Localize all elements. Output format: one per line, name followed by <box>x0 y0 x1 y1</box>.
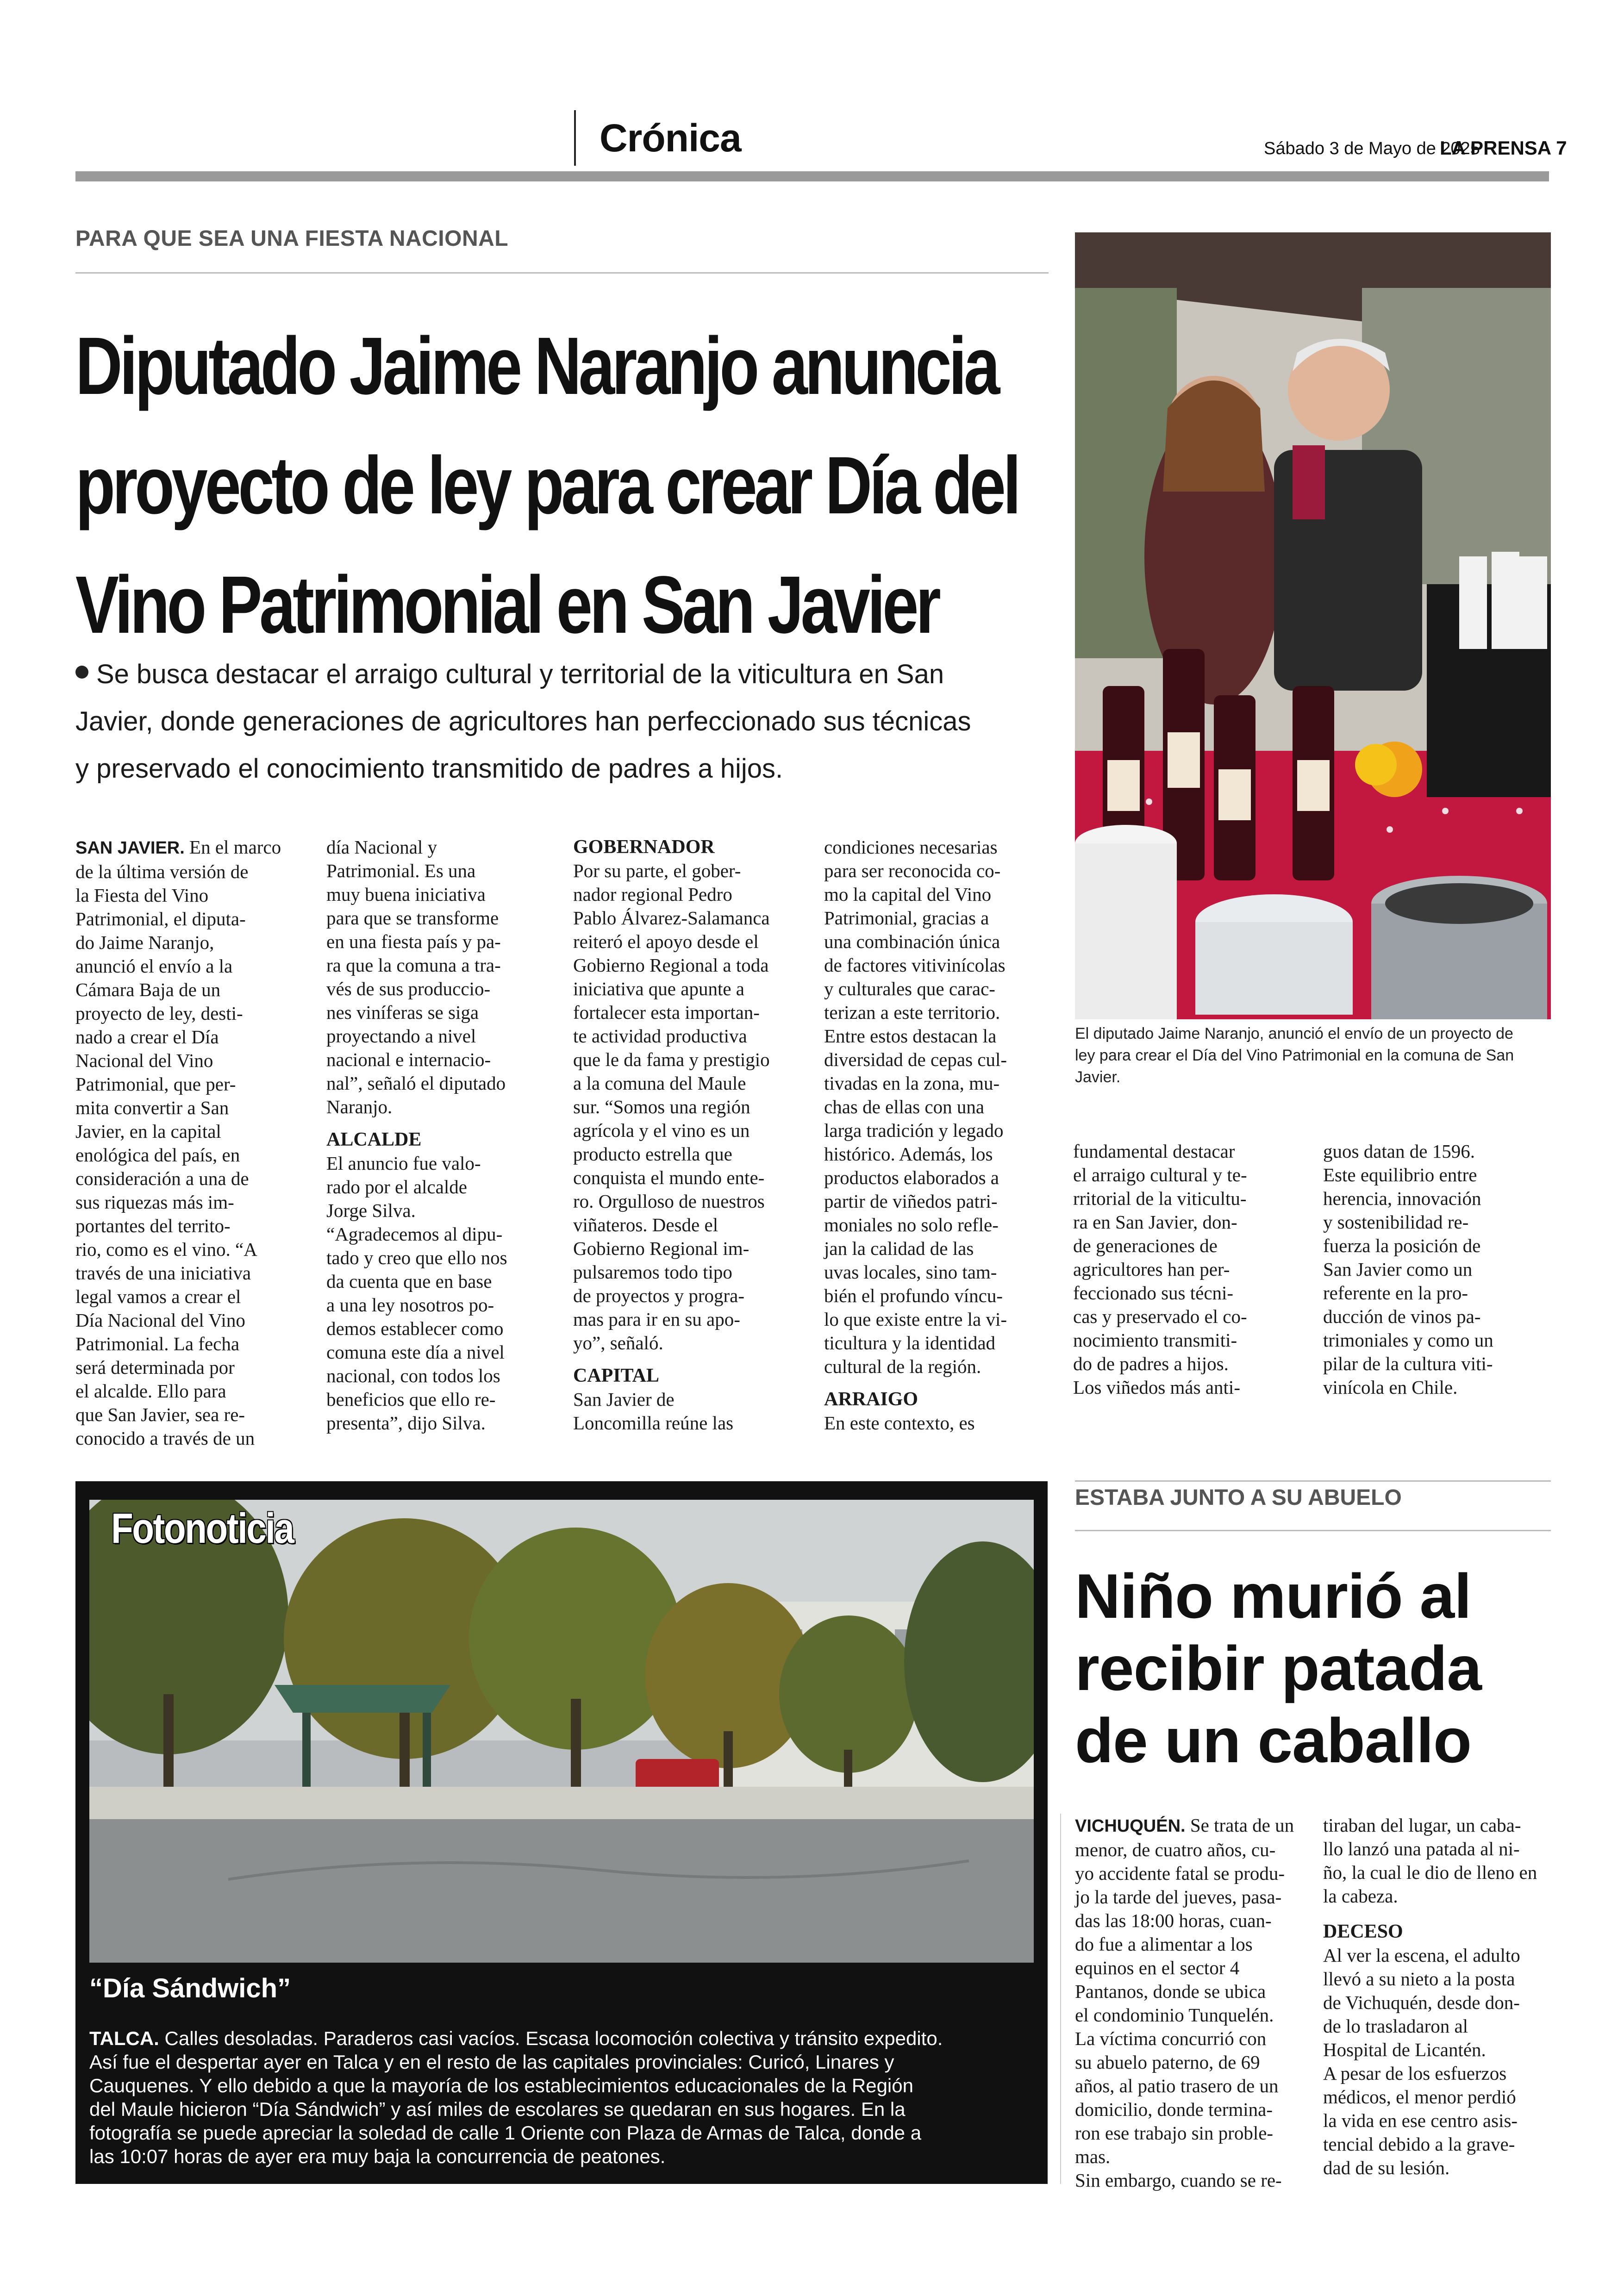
kicker2-top-rule <box>1075 1480 1551 1482</box>
deck-line-1: Se busca destacar el arraigo cultural y territorial de la viticultura en San <box>96 659 944 689</box>
article-column-6: guos datan de 1596. Este equilibrio entre herencia, innovación y sostenibilidad re- fuerza la posición de San Javier como un referente en la pro- ducción de vinos pa- trimoniales y como un pilar de la cultura viti- vinícola en Chile. <box>1323 1141 1493 1398</box>
article-column-5: fundamental destacar el arraigo cultural y te- rritorial de la viticultu- ra en San Javier, don- de generaciones de agricultores han per- feccionado sus técni- cas y preservado el co- nocimiento transmiti- do de padres a hijos. Los viñedos más anti- <box>1073 1141 1247 1398</box>
article2-column-2: tiraban del lugar, un caba- llo lanzó una patada al ni- ño, la cual le dio de lleno en la cabeza. DECESO Al ver la escena, el adulto llevó a su nieto a la posta de Vichuquén, desde don- de lo trasladaron al Hospital de Licantén. A pesar de los esfuerzos médicos, el menor perdió la vida en ese centro asis- tencial debido a la grave- dad de su lesión. <box>1323 1815 1537 2178</box>
headline-line-1: Diputado Jaime Naranjo anuncia <box>75 321 997 412</box>
article2-headline-line-3: de un caballo <box>1075 1705 1472 1776</box>
fotonoticia-text: TALCA. Calles desoladas. Paraderos casi vacíos. Escasa locomoción colectiva y tránsito expedito. Así fue el despertar ayer en Talca y en el resto de las capitales provinciales: Curicó, Linares y Cauquenes. Y ello debido a que la mayoría de los establecimientos educacionales de la Región del Maule hicieron “Día Sándwich” y así miles de escolares se quedaran en sus hogares. En la fotografía se puede apreciar la soledad de calle 1 Oriente con Plaza de Armas de Talca, donde a las 10:07 horas de ayer era muy baja la concurrencia de peatones. <box>89 2027 943 2167</box>
deck-line-2: Javier, donde generaciones de agricultores han perfeccionado sus técnicas <box>75 706 971 736</box>
subheading-alcalde: ALCALDE <box>326 1129 422 1150</box>
fotonoticia-label: Fotonoticia <box>111 1505 294 1552</box>
article-kicker: PARA QUE SEA UNA FIESTA NACIONAL <box>75 226 509 251</box>
street-plaza-photo <box>89 1500 1034 1963</box>
article2-kicker: ESTABA JUNTO A SU ABUELO <box>1075 1485 1402 1510</box>
kicker2-rule <box>1075 1530 1551 1531</box>
header-rule <box>75 171 1549 181</box>
article-column-1: SAN JAVIER. En el marco de la última versión de la Fiesta del Vino Patrimonial, el diputa- do Jaime Naranjo, anunció el envío a la Cámara Baja de un proyecto de ley, desti- nado a crear el Día Nacional del Vino Patrimonial, que per- mita convertir a San Javier, en la capital enológica del país, en consideración a una de sus riquezas más im- portantes del territo- rio, como es el vino. “A través de una iniciativa legal vamos a crear el Día Nacional del Vino Patrimonial. La fecha será determinada por el alcalde. Ello para que San Javier, sea re- conocido a través de un <box>75 836 281 1449</box>
article2-dateline: VICHUQUÉN. <box>1075 1816 1186 1836</box>
article2-column-1: VICHUQUÉN. Se trata de un menor, de cuatro años, cu- yo accidente fatal se produ- jo la tarde del jueves, pasa- das las 18:00 horas, cuan- do fue a alimentar a los equinos en el sector 4 Pantanos, donde se ubica el condominio Tunquelén. La víctima concurrió con su abuelo paterno, de 69 años, al patio trasero de un domicilio, donde termina- ron ese trabajo sin proble- mas. Sin embargo, cuando se re- <box>1075 1815 1294 2191</box>
photo-caption: El diputado Jaime Naranjo, anunció el envío de un proyecto de ley para crear el Día del Vino Patrimonial en la comuna de San Javier. <box>1075 1025 1514 1086</box>
wine-event-photo <box>1075 232 1551 1019</box>
headline-line-2: proyecto de ley para crear Día del <box>75 440 1018 531</box>
paper-name-page: LA PRENSA 7 <box>1440 137 1567 159</box>
dateline: SAN JAVIER. <box>75 838 185 858</box>
column-divider <box>1060 1814 1061 2184</box>
section-title: Crónica <box>600 116 741 160</box>
article2-headline-line-1: Niño murió al <box>1075 1561 1471 1631</box>
article-column-3: GOBERNADOR Por su parte, el gober- nador regional Pedro Pablo Álvarez-Salamanca reiteró el apoyo desde el Gobierno Regional a toda iniciativa que apunte a fortalecer esta importan- te actividad productiva que le da fama y prestigio a la comuna del Maule sur. “Somos una región agrícola y el vino es un producto estrella que conquista el mundo ente- ro. Orgulloso de nuestros viñateros. Desde el Gobierno Regional im- pulsaremos todo tipo de proyectos y progra- mas para ir en su apo- yo”, señaló. CAPITAL San Javier de Loncomilla reúne las <box>573 836 770 1434</box>
headline-line-3: Vino Patrimonial en San Javier <box>75 560 938 650</box>
fotonoticia-dateline: TALCA. <box>89 2027 159 2049</box>
article2-headline-line-2: recibir patada <box>1075 1633 1481 1703</box>
subheading-deceso: DECESO <box>1323 1921 1403 1942</box>
bullet-icon <box>75 666 88 679</box>
article-column-4: condiciones necesarias para ser reconocida co- mo la capital del Vino Patrimonial, gracias a una combinación única de factores vitivinícolas y culturales que carac- terizan a este territorio. Entre estos destacan la diversidad de cepas cul- tivadas en la zona, mu- chas de ellas con una larga tradición y legado histórico. Además, los productos elaborados a partir de viñedos patri- moniales no solo refle- jan la calidad de las uvas locales, sino tam- bién el profundo víncu- lo que existe entre la vi- ticultura y la identidad cultural de la región. ARRAIGO En este contexto, es <box>824 836 1007 1434</box>
article-column-2: día Nacional y Patrimonial. Es una muy buena iniciativa para que se transforme en una fiesta país y pa- ra que la comuna a tra- vés de sus produccio- nes viníferas se siga proyectando a nivel nacional e internacio- nal”, señaló el diputado Naranjo. ALCALDE El anuncio fue valo- rado por el alcalde Jorge Silva. “Agradecemos al dipu- tado y creo que ello nos da cuenta que en base a una ley nosotros po- demos establecer como comuna este día a nivel nacional, con todos los beneficios que ello re- presenta”, dijo Silva. <box>326 836 507 1434</box>
subheading-gobernador: GOBERNADOR <box>573 836 715 858</box>
deck-line-3: y preservado el conocimiento transmitido de padres a hijos. <box>75 754 783 784</box>
kicker-rule <box>75 272 1049 274</box>
issue-date: Sábado 3 de Mayo de 2025 <box>1264 139 1480 158</box>
subheading-capital: CAPITAL <box>573 1365 659 1386</box>
header-divider <box>574 110 576 166</box>
subheading-arraigo: ARRAIGO <box>824 1389 918 1410</box>
fotonoticia-title: “Día Sándwich” <box>89 1973 291 2003</box>
